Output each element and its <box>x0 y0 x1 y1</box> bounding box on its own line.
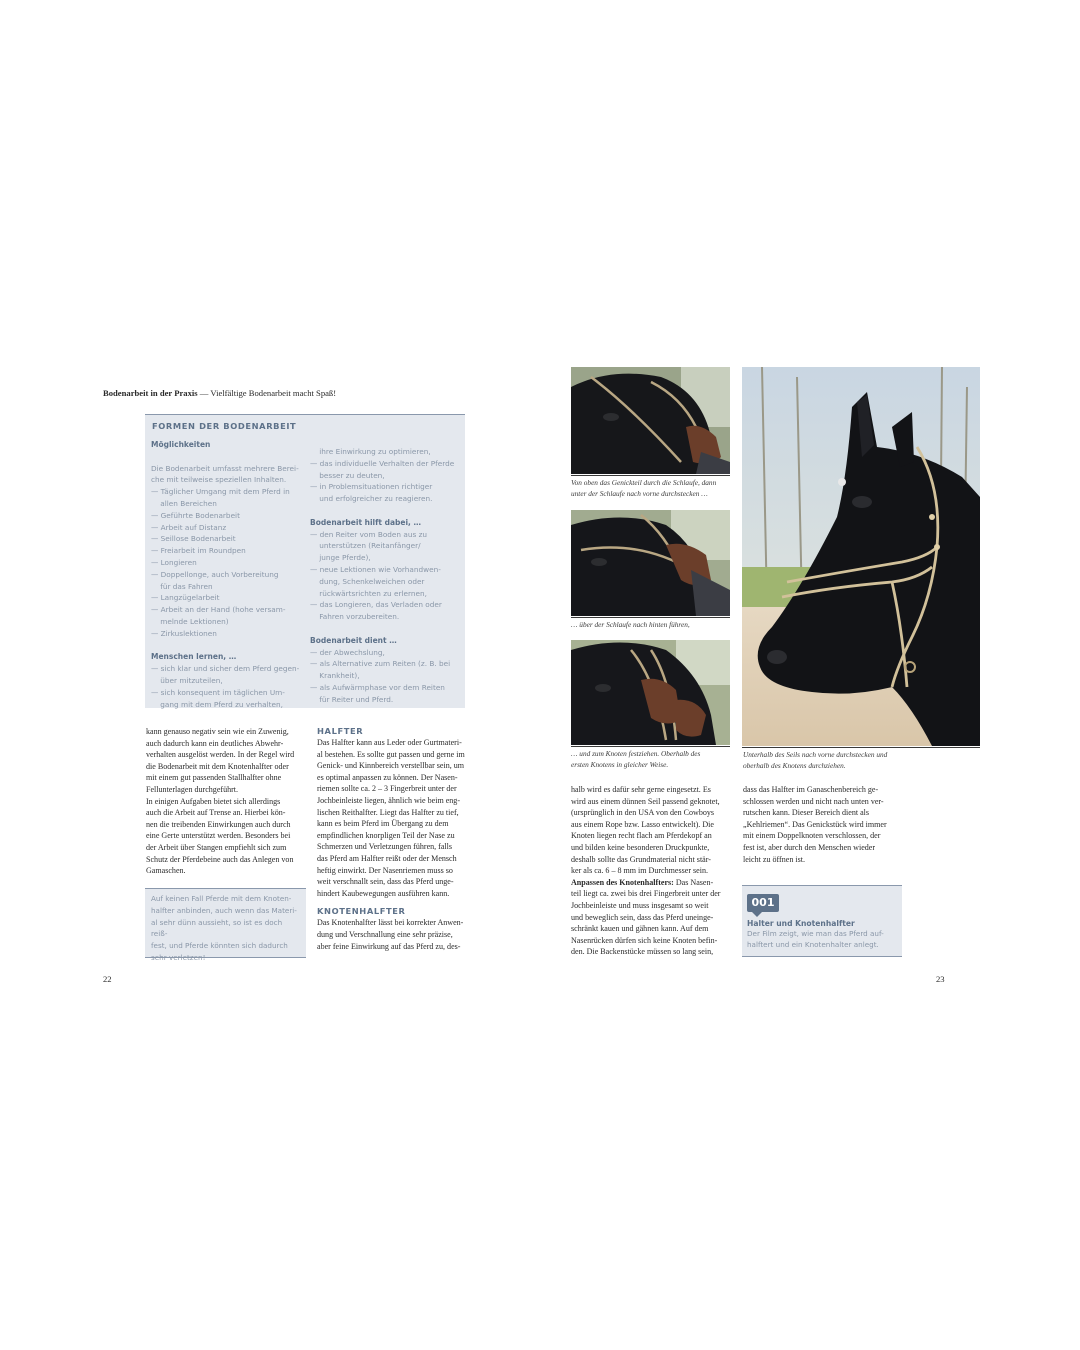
photo-3-caption <box>571 749 736 770</box>
caption-line: Von oben das Genickteil durch die Schlaufe, dann <box>571 478 717 487</box>
body-line: der Arbeit über Stangen empfiehlt sich zum <box>146 842 287 852</box>
info-box-line: dung, Schenkelweichen oder <box>310 576 425 586</box>
running-head <box>103 388 336 398</box>
info-box-line: junge Pferde), <box>310 553 371 563</box>
info-box-line: Die Bodenarbeit umfasst mehrere Berei- <box>151 463 299 473</box>
body-line: heftig einwirkt. Der Nasenriemen muss so <box>317 865 453 875</box>
body-line: eine Gerte unterstützt werden. Besonders bei <box>146 831 291 841</box>
info-box-line: — Täglicher Umgang mit dem Pferd in <box>151 487 290 497</box>
body-line: mit einem gut passenden Stallhalfter ohne <box>146 773 282 783</box>
photo-halter-step-2 <box>571 510 730 616</box>
body-line: lischen Reithalfter. Liegt das Halfter zu tief, <box>317 807 459 817</box>
body-text-left-col1 <box>146 726 306 877</box>
body-line: schlossen werden und nicht nach unten ver- <box>743 796 884 806</box>
photo-4-caption <box>743 750 981 771</box>
body-line: auch dadurch kann ein deutliches Abwehr- <box>146 738 284 748</box>
caption-line: Unterhalb des Seils nach vorne durchstecken und <box>743 750 888 759</box>
info-box-column-1 <box>151 439 301 710</box>
info-box-line: ihre Einwirkung zu optimieren, <box>310 447 431 456</box>
info-box-line: — sich konsequent im täglichen Um- <box>151 687 285 697</box>
info-box-line: besser zu deuten, <box>310 470 385 480</box>
body-line: rutschen kann. Dieser Bereich dient als <box>743 808 870 818</box>
body-line: al bestehen. Es sollte gut passen und gerne im <box>317 749 465 759</box>
running-head-section: Bodenarbeit in der Praxis <box>103 388 198 398</box>
spacer <box>151 640 301 652</box>
film-text-line: Der Film zeigt, wie man das Pferd auf- <box>747 929 884 938</box>
info-box-line: — der Abwechslung, <box>310 647 385 657</box>
spacer <box>310 623 460 635</box>
info-box-line: und erfolgreicher zu reagieren. <box>310 494 433 504</box>
body-line: mit einem Doppelknoten verschlossen, der <box>743 831 881 841</box>
page-number-right: 23 <box>936 974 945 984</box>
info-box-line: Krankheit), <box>310 671 360 681</box>
body-line: In einigen Aufgaben bietet sich allerdings <box>146 796 281 806</box>
photo-4-caption-rule <box>742 747 980 748</box>
info-box-subheading: Möglichkeiten <box>151 440 211 449</box>
heading-halfter: HALFTER <box>317 726 364 736</box>
body-line: dass das Halfter im Ganaschenbereich ge- <box>743 785 879 794</box>
body-line: nen die treibenden Einwirkungen auch durch <box>146 819 291 829</box>
info-box-line: — in Problemsituationen richtiger <box>310 482 433 492</box>
photo-2-caption-rule <box>571 617 730 618</box>
info-box-line: — Doppellonge, auch Vorbereitung <box>151 569 279 579</box>
body-line: Fellunterlagen durchgeführt. <box>146 784 239 794</box>
running-head-separator: — <box>199 388 209 398</box>
spacer <box>151 451 301 463</box>
info-box-line: — Arbeit an der Hand (hohe versam- <box>151 605 286 615</box>
body-text-left-col2 <box>317 726 477 952</box>
body-line: hindert Kaubewegungen ausführen kann. <box>317 888 450 898</box>
film-description <box>747 929 897 951</box>
caption-line: oberhalb des Knotens durchziehen. <box>743 760 846 770</box>
info-box-subheading: Bodenarbeit hilft dabei, … <box>310 517 422 527</box>
body-line: Genick- und Kinnbereich verstellbar sein, um <box>317 761 465 771</box>
info-box-subheading: Bodenarbeit dient … <box>310 635 397 645</box>
body-line: Jochbeinleiste liegen, ähnlich wie beim eng- <box>317 795 461 805</box>
body-line: Das Knotenhalfter lässt bei korrekter Anwen- <box>317 918 464 928</box>
info-box-line: — das Longieren, das Verladen oder <box>310 600 442 610</box>
warning-note-box <box>145 888 306 962</box>
bold-lead-rest: Das Nasen- <box>673 877 714 887</box>
body-text-right-col1 <box>571 784 736 958</box>
info-box-line: rückwärtsrichten zu erlernen, <box>310 588 427 598</box>
heading-knotenhalfter: KNOTENHALFTER <box>317 906 406 917</box>
body-line: verhalten ausgelöst werden. In der Regel wird <box>146 750 295 760</box>
info-box-line: — als Aufwärmphase vor dem Reiten <box>310 682 445 692</box>
page-number-left: 22 <box>103 974 112 984</box>
caption-line: … über der Schlaufe nach hinten führen, <box>571 620 690 629</box>
body-line: fest ist, aber durch den Menschen wieder <box>743 842 876 852</box>
running-head-subtitle: Vielfältige Bodenarbeit macht Spaß! <box>210 388 337 398</box>
info-box-line: für das Fahren <box>151 581 213 591</box>
body-line: kann genauso negativ sein wie ein Zuwenig, <box>146 727 289 736</box>
body-line: die Bodenarbeit mit dem Knotenhalfter oder <box>146 761 289 771</box>
info-box-line: che mit teilweise speziellen Inhalten. <box>151 475 287 485</box>
info-box-line: — neue Lektionen wie Vorhandwen- <box>310 564 441 574</box>
knotenhalfter-text <box>317 917 477 952</box>
note-line: sehr verletzen! <box>151 952 206 962</box>
info-box-line: — Langzügelarbeit <box>151 593 220 603</box>
info-box-line: unterstützen (Reitanfänger/ <box>310 541 421 551</box>
photo-2-caption <box>571 620 736 631</box>
info-box-line: gang mit dem Pferd zu verhalten, <box>151 699 283 709</box>
body-line: Knoten liegen recht flach am Pferdekopf an <box>571 831 712 841</box>
info-box-line: — Arbeit auf Distanz <box>151 522 227 532</box>
info-box-line: — Seillose Bodenarbeit <box>151 534 236 544</box>
photo-3-caption-rule <box>571 746 730 747</box>
info-box-line: allen Bereichen <box>151 498 217 508</box>
info-box-line: über mitzuteilen, <box>151 675 223 685</box>
body-line: empfindlichen knorpligen Teil der Nase zu <box>317 830 455 840</box>
photo-halter-step-1 <box>571 367 730 474</box>
body-line: den. Die Backenstücke müssen so lang sein, <box>571 947 714 957</box>
note-line: halfter anbinden, auch wenn das Materi- <box>151 905 297 915</box>
info-box-line: — Freiarbeit im Roundpen <box>151 546 246 556</box>
caption-line: … und zum Knoten festziehen. Oberhalb des <box>571 749 701 758</box>
film-text-line: halftert und ein Knotenhalter anlegt. <box>747 939 879 949</box>
body-line: aus einem Rope bzw. Lasso entwickelt). Die <box>571 819 714 829</box>
body-line: riemen sollte ca. 2 – 3 Fingerbreit unter der <box>317 784 457 794</box>
info-box-subheading: Menschen lernen, … <box>151 652 237 662</box>
body-line: Das Halfter kann aus Leder oder Gurtmateri- <box>317 738 462 747</box>
photo-1-caption <box>571 478 736 499</box>
body-line: auch die Arbeit auf Trense an. Hierbei kön- <box>146 808 286 818</box>
body-line: dung und Verschnallung eine sehr präzise, <box>317 929 453 939</box>
photo-halter-step-3 <box>571 640 730 745</box>
body-line: wird aus einem dünnen Seil passend geknotet, <box>571 796 720 806</box>
body-line-bold-lead <box>571 877 736 889</box>
body-line: weit verschnallt sein, dass das Pferd unge- <box>317 877 454 887</box>
film-reference-box[interactable] <box>742 885 902 957</box>
info-box-line: — das individuelle Verhalten der Pferde <box>310 458 455 468</box>
info-box-line: — als Alternative zum Reiten (z. B. bei <box>310 659 451 669</box>
info-box-line: für Reiter und Pferd. <box>310 694 394 704</box>
info-box-line: — Zirkuslektionen <box>151 628 217 638</box>
body-line: es optimal anpassen zu können. Der Nasen- <box>317 772 458 782</box>
body-line: ker als ca. 6 – 8 mm im Durchmesser sein. <box>571 866 708 876</box>
info-box-column-2 <box>310 446 460 706</box>
photo-1-caption-rule <box>571 475 730 476</box>
bold-lead-text: Anpassen des Knotenhalfters: <box>571 877 674 887</box>
body-line: und beweglich sein, dass das Pferd uneinge- <box>571 912 714 922</box>
body-line: und bilden keine besonderen Druckpunkte, <box>571 842 710 852</box>
info-box-line: — sich klar und sicher dem Pferd gegen- <box>151 664 300 674</box>
spacer <box>310 505 460 517</box>
note-line: Auf keinen Fall Pferde mit dem Knoten- <box>151 894 292 903</box>
body-line: Schmerzen und Verletzungen führen, falls <box>317 842 453 852</box>
body-line: aber feine Einwirkung auf das Pferd zu, des- <box>317 941 461 951</box>
body-line: deshalb sollte das Grundmaterial nicht stär- <box>571 854 711 864</box>
body-line: halb wird es dafür sehr gerne eingesetzt. Es <box>571 785 711 794</box>
body-line: (ursprünglich in den USA von den Cowboys <box>571 808 715 818</box>
info-box-line: Fahren vorzubereiten. <box>310 612 400 622</box>
note-line: fest, und Pferde könnten sich dadurch <box>151 941 288 951</box>
info-box-line: — Longieren <box>151 557 197 567</box>
body-line: schränkt kauen und gähnen kann. Auf dem <box>571 924 709 934</box>
info-box-title: FORMEN DER BODENARBEIT <box>152 421 297 431</box>
caption-line: ersten Knotens in gleicher Weise. <box>571 759 669 769</box>
body-text-right-col2 <box>743 784 908 865</box>
film-title: Halter und Knotenhalfter <box>747 919 855 928</box>
film-number-badge: 001 <box>747 894 779 912</box>
body-line: Schutz der Pferdebeine auch das Anlegen von <box>146 854 294 864</box>
body-line: leicht zu öffnen ist. <box>743 854 805 864</box>
photo-horse-knot-halter <box>742 367 980 746</box>
body-line: kann es beim Pferd im Übergang zu dem <box>317 819 449 829</box>
body-line: teil liegt ca. zwei bis drei Fingerbreit unter der <box>571 889 721 899</box>
body-line: Jochbeinleiste und muss insgesamt so weit <box>571 900 709 910</box>
info-box-forms <box>145 414 465 708</box>
body-line: Gamaschen. <box>146 866 186 876</box>
note-line: al sehr dünn aussieht, so ist es doch reiß- <box>151 917 283 939</box>
body-line: Nasenrücken dürfen sich keine Knoten befin- <box>571 935 718 945</box>
halfter-text <box>317 737 477 899</box>
body-line: „Kehlriemen“. Das Genickstück wird immer <box>743 819 887 829</box>
info-box-line: melnde Lektionen) <box>151 616 229 626</box>
info-box-line: — Geführte Bodenarbeit <box>151 510 240 520</box>
info-box-line: — den Reiter vom Boden aus zu <box>310 529 428 539</box>
caption-line: unter der Schlaufe nach vorne durchstecken … <box>571 488 708 498</box>
body-line: das Pferd am Halfter reißt oder der Mensch <box>317 853 457 863</box>
